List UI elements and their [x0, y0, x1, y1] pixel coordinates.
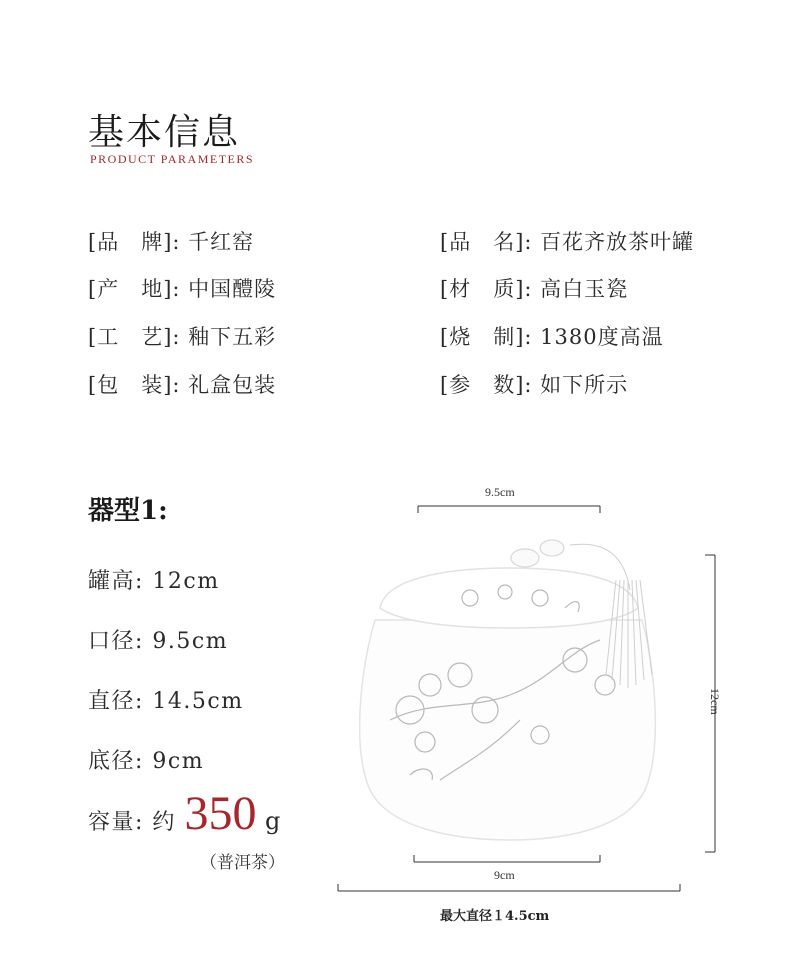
max-diameter-label: 最大直径１4.5cm — [440, 909, 550, 924]
max-dimension-line — [338, 884, 680, 891]
spec-label: 罐高: — [88, 569, 144, 594]
param-label: [品 名]: — [440, 230, 533, 254]
spec-height — [88, 564, 220, 595]
param-value: 中国醴陵 — [188, 277, 277, 301]
param-firing — [440, 321, 664, 351]
right-dimension-label: 12cm — [708, 688, 722, 715]
shape-title: 器型1: — [88, 496, 168, 526]
param-value: 百花齐放茶叶罐 — [540, 230, 695, 254]
page-title: 基本信息 — [88, 112, 241, 153]
jar-diagram — [320, 480, 720, 940]
bottom-dimension-line — [414, 855, 600, 862]
param-value: 千红窑 — [188, 230, 255, 254]
bottom-dimension-label: 9cm — [494, 868, 515, 882]
spec-diameter — [88, 684, 244, 715]
param-label: [产 地]: — [88, 277, 181, 301]
top-dimension-line — [418, 506, 600, 513]
top-dimension-label: 9.5cm — [485, 485, 515, 499]
capacity-prefix: 约 — [152, 810, 176, 835]
jar-illustration — [360, 540, 656, 840]
param-brand — [88, 226, 254, 256]
param-value: 礼盒包装 — [188, 373, 277, 397]
capacity-unit: g — [264, 807, 282, 835]
spec-label: 容量: — [88, 810, 144, 835]
spec-value: 9cm — [152, 749, 205, 774]
spec-value: 12cm — [152, 569, 220, 594]
spec-label: 直径: — [88, 689, 144, 714]
param-origin — [88, 273, 276, 303]
spec-base — [88, 744, 204, 775]
param-craft — [88, 321, 276, 351]
param-value: 高白玉瓷 — [540, 277, 629, 301]
spec-value: 9.5cm — [152, 629, 229, 654]
param-packaging — [88, 369, 276, 399]
page-subtitle: PRODUCT PARAMETERS — [90, 152, 255, 166]
spec-mouth — [88, 624, 228, 655]
param-value: 釉下五彩 — [188, 325, 277, 349]
param-label: [包 装]: — [88, 373, 181, 397]
param-specs — [440, 369, 628, 399]
param-label: [材 质]: — [440, 277, 533, 301]
param-label: [工 艺]: — [88, 325, 181, 349]
param-name — [440, 226, 694, 256]
capacity-number: 350 — [184, 787, 257, 840]
spec-capacity — [88, 786, 282, 841]
capacity-note: （普洱茶） — [200, 853, 285, 873]
param-label: [品 牌]: — [88, 230, 181, 254]
param-material — [440, 273, 628, 303]
param-value: 如下所示 — [540, 373, 629, 397]
spec-value: 14.5cm — [152, 689, 244, 714]
param-label: [烧 制]: — [440, 325, 533, 349]
spec-label: 口径: — [88, 629, 144, 654]
param-label: [参 数]: — [440, 373, 533, 397]
param-value: 1380度高温 — [540, 325, 664, 349]
spec-label: 底径: — [88, 749, 144, 774]
